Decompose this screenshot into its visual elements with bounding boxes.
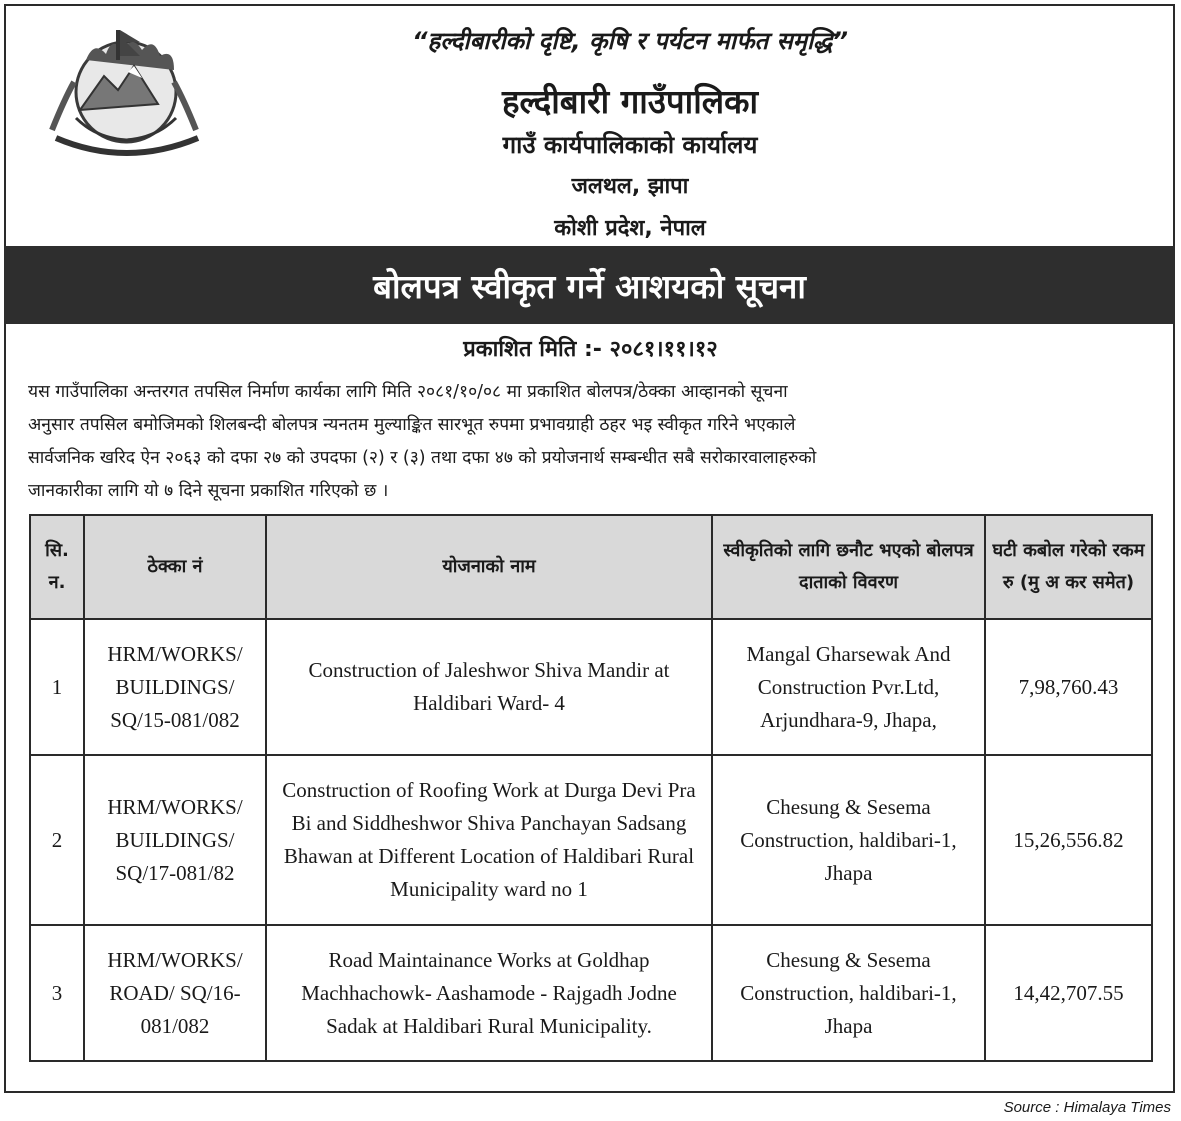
cell-contract-no: HRM/WORKS/ BUILDINGS/ SQ/15-081/082 <box>84 619 266 755</box>
cell-sn: 3 <box>30 925 84 1061</box>
office-subtitle: गाउँ कार्यपालिकाको कार्यालय <box>502 131 758 159</box>
cell-bidder: Chesung & Sesema Construction, haldibari-1, Jhapa <box>712 755 985 925</box>
office-name: हल्दीबारी गाउँपालिका <box>501 82 759 121</box>
cell-amount: 14,42,707.55 <box>985 925 1152 1061</box>
office-location: जलथल, झापा <box>571 174 689 199</box>
cell-sn: 1 <box>30 619 84 755</box>
col-header-bidder: स्वीकृतिको लागि छनौट भएको बोलपत्र दाताको विवरण <box>712 515 985 619</box>
notice-title-banner <box>4 246 1175 324</box>
col-header-sn: सि. न. <box>30 515 84 619</box>
office-province: कोशी प्रदेश, नेपाल <box>554 216 706 241</box>
cell-contract-no: HRM/WORKS/ BUILDINGS/ SQ/17-081/82 <box>84 755 266 925</box>
table-row <box>30 755 1152 925</box>
source-credit: Source : Himalaya Times <box>1003 1099 1171 1116</box>
government-emblem-icon <box>46 26 208 158</box>
cell-project-name: Road Maintainance Works at Goldhap Machhachowk- Aashamode - Rajgadh Jodne Sadak at Haldibari Rural Municipality. <box>266 925 712 1061</box>
cell-amount: 15,26,556.82 <box>985 755 1152 925</box>
table-header-row <box>30 515 1152 619</box>
tender-table <box>29 514 1153 1062</box>
cell-bidder: Chesung & Sesema Construction, haldibari-1, Jhapa <box>712 925 985 1061</box>
table-row <box>30 619 1152 755</box>
notice-title: बोलपत्र स्वीकृत गर्ने आशयको सूचना <box>373 266 806 306</box>
notice-body-line: यस गाउँपालिका अन्तरगत तपसिल निर्माण कार्यका लागि मिति २०८१/१०/०८ मा प्रकाशित बोलपत्र/ठेक्का आव्हानको सूचना <box>28 382 788 402</box>
notice-body <box>28 376 1158 508</box>
col-header-project-name: योजनाको नाम <box>266 515 712 619</box>
notice-body-line: जानकारीका लागि यो ७ दिने सूचना प्रकाशित गरिएको छ । <box>28 481 389 501</box>
cell-sn: 2 <box>30 755 84 925</box>
cell-amount: 7,98,760.43 <box>985 619 1152 755</box>
table-row <box>30 925 1152 1061</box>
cell-project-name: Construction of Roofing Work at Durga Devi Pra Bi and Siddheshwor Shiva Panchayan Sadsang Bhawan at Different Location of Haldibari Rural Municipality ward no 1 <box>266 755 712 925</box>
col-header-amount: घटी कबोल गरेको रकम रु (मु अ कर समेत) <box>985 515 1152 619</box>
cell-contract-no: HRM/WORKS/ ROAD/ SQ/16-081/082 <box>84 925 266 1061</box>
slogan: “हल्दीबारीको दृष्टि, कृषि र पर्यटन मार्फत समृद्धि” <box>412 27 848 55</box>
col-header-contract-no: ठेक्का नं <box>84 515 266 619</box>
notice-body-line: सार्वजनिक खरिद ऐन २०६३ को दफा २७ को उपदफा (२) र (३) तथा दफा ४७ को प्रयोजनार्थ सम्बन्धीत सबै सरोकारवालाहरुको <box>28 448 817 468</box>
cell-bidder: Mangal Gharsewak And Construction Pvr.Ltd, Arjundhara-9, Jhapa, <box>712 619 985 755</box>
cell-project-name: Construction of Jaleshwor Shiva Mandir at Haldibari Ward- 4 <box>266 619 712 755</box>
notice-body-line: अनुसार तपसिल बमोजिमको शिलबन्दी बोलपत्र न्यनतम मुल्याङ्कित सारभूत रुपमा प्रभावग्राही ठहर भइ स्वीकृत गरिने भएकाले <box>28 415 796 435</box>
published-date: प्रकाशित मिति :- २०८१।११।१२ <box>463 337 718 362</box>
